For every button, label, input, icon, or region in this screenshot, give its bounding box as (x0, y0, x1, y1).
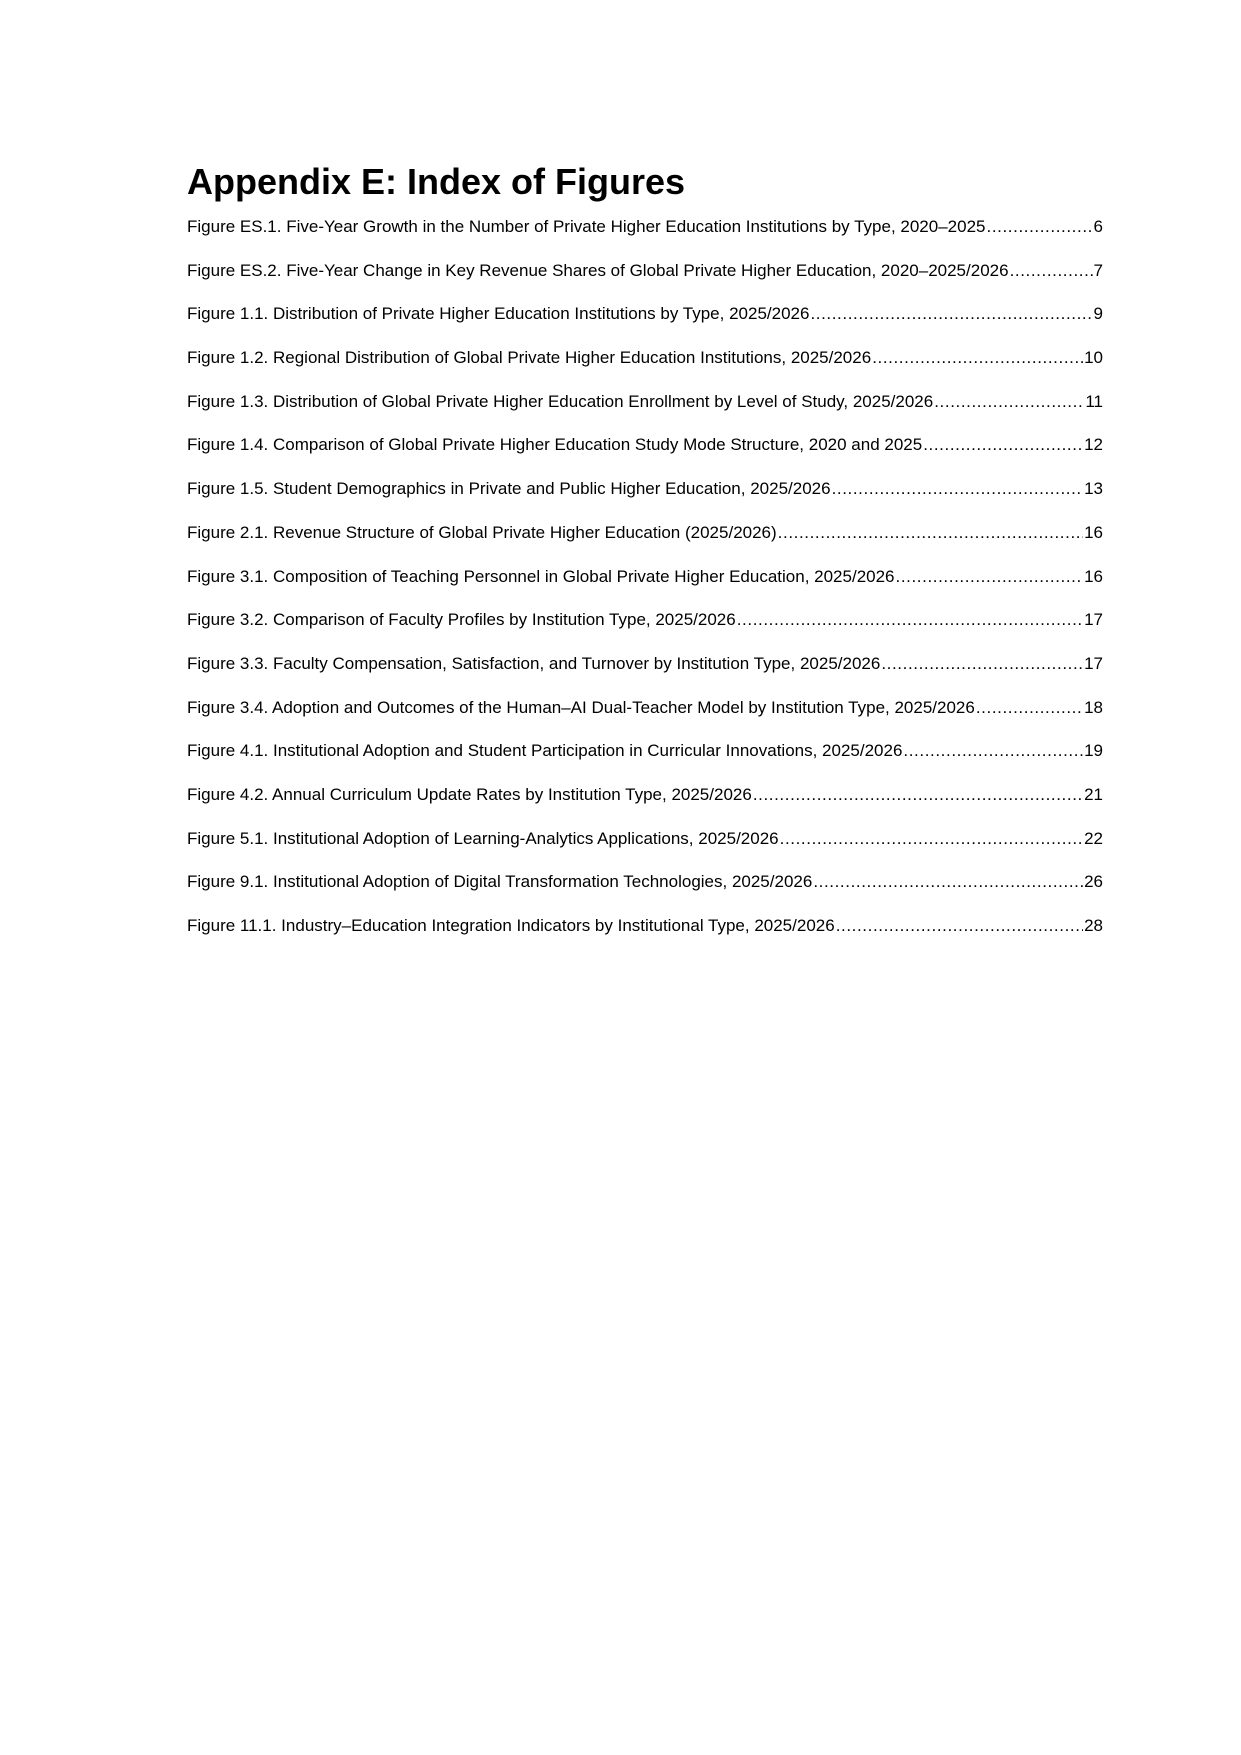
dot-leader (896, 565, 1084, 589)
entry-title: Figure 4.1. Institutional Adoption and Student Participation in Curricular Innovations, 2025/2026 (187, 741, 903, 761)
entry-page-number: 10 (1084, 348, 1103, 368)
figure-index-entry[interactable] (187, 346, 1103, 390)
entry-title: Figure 3.2. Comparison of Faculty Profiles by Institution Type, 2025/2026 (187, 610, 736, 630)
entry-page-number: 22 (1084, 828, 1103, 848)
entry-title: Figure 3.4. Adoption and Outcomes of the Human–AI Dual-Teacher Model by Institution Type, 2025/2026 (187, 697, 975, 717)
entry-title: Figure 3.3. Faculty Compensation, Satisfaction, and Turnover by Institution Type, 2025/2026 (187, 653, 881, 673)
figure-index-entry[interactable] (187, 608, 1103, 652)
dot-leader (810, 302, 1092, 326)
figure-index-entry[interactable] (187, 652, 1103, 696)
entry-title: Figure 4.2. Annual Curriculum Update Rates by Institution Type, 2025/2026 (187, 784, 752, 804)
figure-index-entry[interactable] (187, 259, 1103, 303)
dot-leader (778, 521, 1083, 545)
dot-leader (832, 477, 1084, 501)
figure-index-entry[interactable] (187, 477, 1103, 521)
entry-page-number: 17 (1084, 653, 1103, 673)
dot-leader (976, 696, 1083, 720)
entry-title: Figure ES.2. Five-Year Change in Key Revenue Shares of Global Private Higher Education, 2020–2025/2026 (187, 260, 1009, 280)
figure-index-entry[interactable] (187, 827, 1103, 871)
figure-index-entry[interactable] (187, 390, 1103, 434)
entry-page-number: 16 (1084, 522, 1103, 542)
figure-index-entry[interactable] (187, 521, 1103, 565)
dot-leader (881, 652, 1083, 676)
dot-leader (1010, 259, 1093, 283)
entry-title: Figure 1.2. Regional Distribution of Global Private Higher Education Institutions, 2025/2026 (187, 348, 872, 368)
entry-page-number: 21 (1084, 784, 1103, 804)
dot-leader (836, 914, 1083, 938)
figure-index-entry[interactable] (187, 302, 1103, 346)
figure-index-entry[interactable] (187, 696, 1103, 740)
dot-leader (872, 346, 1083, 370)
dot-leader (903, 739, 1083, 763)
entry-title: Figure 9.1. Institutional Adoption of Digital Transformation Technologies, 2025/2026 (187, 872, 813, 892)
dot-leader (923, 433, 1083, 457)
figure-index-entry[interactable] (187, 870, 1103, 914)
entry-title: Figure ES.1. Five-Year Growth in the Number of Private Higher Education Institutions by Type, 2020–2025 (187, 217, 986, 236)
entry-title: Figure 2.1. Revenue Structure of Global Private Higher Education (2025/2026) (187, 522, 777, 542)
figure-index-entry[interactable] (187, 433, 1103, 477)
dot-leader (737, 608, 1083, 632)
dot-leader (780, 827, 1083, 851)
entry-title: Figure 1.5. Student Demographics in Private and Public Higher Education, 2025/2026 (187, 479, 831, 499)
entry-page-number: 13 (1084, 479, 1103, 499)
page-title: Appendix E: Index of Figures (187, 161, 686, 202)
entry-page-number: 6 (1093, 217, 1103, 236)
entry-title: Figure 3.1. Composition of Teaching Personnel in Global Private Higher Education, 2025/2026 (187, 566, 895, 586)
entry-page-number: 28 (1084, 916, 1103, 935)
entry-page-number: 9 (1093, 304, 1103, 324)
entry-page-number: 7 (1093, 260, 1103, 280)
entry-title: Figure 5.1. Institutional Adoption of Learning-Analytics Applications, 2025/2026 (187, 828, 779, 848)
dot-leader (753, 783, 1083, 807)
entry-page-number: 26 (1084, 872, 1103, 892)
dot-leader (934, 390, 1084, 414)
figure-index-entry[interactable] (187, 215, 1103, 259)
entry-page-number: 18 (1084, 697, 1103, 717)
figure-index-entry[interactable] (187, 739, 1103, 783)
dot-leader (813, 870, 1083, 894)
entry-title: Figure 1.3. Distribution of Global Private Higher Education Enrollment by Level of Study, 2025/2026 (187, 391, 934, 411)
entry-title: Figure 11.1. Industry–Education Integration Indicators by Institutional Type, 2025/2026 (187, 916, 835, 935)
figure-index-entry[interactable] (187, 565, 1103, 609)
dot-leader (987, 215, 1093, 239)
entry-page-number: 11 (1085, 391, 1103, 411)
entry-title: Figure 1.4. Comparison of Global Private Higher Education Study Mode Structure, 2020 and 2025 (187, 435, 923, 455)
entry-page-number: 16 (1084, 566, 1103, 586)
figure-index-entry[interactable] (187, 914, 1103, 958)
figure-index-list (187, 215, 1103, 958)
entry-page-number: 17 (1084, 610, 1103, 630)
entry-page-number: 12 (1084, 435, 1103, 455)
figure-index-entry[interactable] (187, 783, 1103, 827)
entry-page-number: 19 (1084, 741, 1103, 761)
entry-title: Figure 1.1. Distribution of Private Higher Education Institutions by Type, 2025/2026 (187, 304, 810, 324)
